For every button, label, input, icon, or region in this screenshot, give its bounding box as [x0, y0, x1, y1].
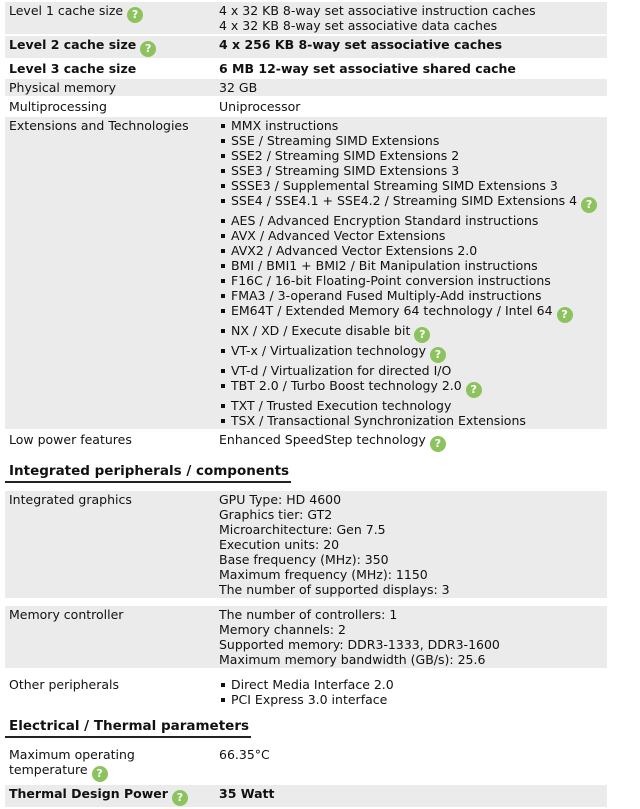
l1-cache-value: 4 x 32 KB 8-way set associative instruction caches	[219, 3, 536, 18]
physical-memory-label: Physical memory	[5, 79, 213, 96]
max-temperature-label: Maximum operating	[9, 747, 135, 762]
row-max-temperature	[5, 746, 607, 783]
graphics-line: Execution units: 20	[219, 537, 340, 552]
memctrl-line: The number of controllers: 1	[219, 607, 398, 622]
list-item: SSE2 / Streaming SIMD Extensions 2	[231, 148, 607, 163]
l1-cache-label: Level 1 cache size	[9, 3, 124, 18]
list-item: SSE4 / SSE4.1 + SSE4.2 / Streaming SIMD Extensions 4 ?	[231, 193, 607, 213]
list-item: SSE / Streaming SIMD Extensions	[231, 133, 607, 148]
list-item: FMA3 / 3-operand Fused Multiply-Add instructions	[231, 288, 607, 303]
help-icon[interactable]: ?	[430, 436, 446, 452]
l3-cache-value: 6 MB 12-way set associative shared cache	[219, 61, 516, 76]
list-item: TSX / Transactional Synchronization Extensions	[231, 413, 607, 428]
extensions-label: Extensions and Technologies	[5, 117, 213, 429]
list-item: F16C / 16-bit Floating-Point conversion instructions	[231, 273, 607, 288]
help-icon[interactable]: ?	[430, 347, 446, 363]
help-icon[interactable]: ?	[557, 307, 573, 323]
other-peripherals-list	[219, 677, 607, 707]
physical-memory-value: 32 GB	[213, 79, 607, 96]
row-physical-memory	[5, 79, 607, 96]
list-item: SSE3 / Streaming SIMD Extensions 3	[231, 163, 607, 178]
help-icon[interactable]: ?	[127, 7, 143, 23]
tdp-label: Thermal Design Power	[9, 786, 168, 801]
memctrl-line: Supported memory: DDR3-1333, DDR3-1600	[219, 637, 500, 652]
row-l2-cache	[5, 36, 607, 58]
graphics-line: Maximum frequency (MHz): 1150	[219, 567, 428, 582]
graphics-line: Graphics tier: GT2	[219, 507, 333, 522]
extensions-list	[219, 118, 607, 428]
low-power-label: Low power features	[9, 432, 132, 447]
row-extensions	[5, 117, 607, 429]
l2-cache-value: 4 x 256 KB 8-way set associative caches	[213, 36, 607, 58]
list-item: BMI / BMI1 + BMI2 / Bit Manipulation instructions	[231, 258, 607, 273]
help-icon[interactable]: ?	[466, 382, 482, 398]
list-item: AES / Advanced Encryption Standard instructions	[231, 213, 607, 228]
list-item: EM64T / Extended Memory 64 technology / Intel 64 ?	[231, 303, 607, 323]
list-item: Direct Media Interface 2.0	[231, 677, 607, 692]
low-power-value: Enhanced SpeedStep technology	[219, 432, 426, 447]
row-integrated-graphics	[5, 491, 607, 598]
memctrl-line: Memory channels: 2	[219, 622, 346, 637]
list-item: PCI Express 3.0 interface	[231, 692, 607, 707]
graphics-line: Microarchitecture: Gen 7.5	[219, 522, 386, 537]
list-item: AVX / Advanced Vector Extensions	[231, 228, 607, 243]
memctrl-line: Maximum memory bandwidth (GB/s): 25.6	[219, 652, 486, 667]
help-icon[interactable]: ?	[172, 790, 188, 806]
tdp-value: 35 Watt	[213, 785, 607, 807]
list-item: VT-d / Virtualization for directed I/O	[231, 363, 607, 378]
help-icon[interactable]: ?	[581, 197, 597, 213]
list-item: MMX instructions	[231, 118, 607, 133]
l2-cache-label: Level 2 cache size	[9, 37, 137, 52]
list-item: VT-x / Virtualization technology ?	[231, 343, 607, 363]
electrical-spec-table	[5, 744, 607, 809]
max-temperature-label: temperature	[9, 762, 88, 777]
multiprocessing-label: Multiprocessing	[9, 99, 107, 114]
list-item: SSSE3 / Supplemental Streaming SIMD Extensions 3	[231, 178, 607, 193]
section-heading-electrical: Electrical / Thermal parameters	[5, 718, 251, 738]
section-heading-peripherals: Integrated peripherals / components	[5, 463, 291, 483]
row-low-power	[5, 431, 607, 453]
row-memory-controller	[5, 606, 607, 668]
cache-spec-table	[5, 0, 607, 455]
peripherals-spec-table	[5, 489, 607, 710]
l1-cache-value: 4 x 32 KB 8-way set associative data caches	[219, 18, 498, 33]
multiprocessing-value: Uniprocessor	[219, 99, 301, 114]
help-icon[interactable]: ?	[414, 327, 430, 343]
graphics-line: GPU Type: HD 4600	[219, 492, 342, 507]
list-item: AVX2 / Advanced Vector Extensions 2.0	[231, 243, 607, 258]
graphics-line: Base frequency (MHz): 350	[219, 552, 389, 567]
row-multiprocessing	[5, 98, 607, 115]
list-item: TBT 2.0 / Turbo Boost technology 2.0 ?	[231, 378, 607, 398]
row-other-peripherals	[5, 676, 607, 708]
list-item: NX / XD / Execute disable bit ?	[231, 323, 607, 343]
memory-controller-label: Memory controller	[5, 606, 213, 668]
integrated-graphics-label: Integrated graphics	[5, 491, 213, 598]
row-tdp	[5, 785, 607, 807]
help-icon[interactable]: ?	[92, 766, 108, 782]
other-peripherals-label: Other peripherals	[9, 677, 120, 692]
list-item: TXT / Trusted Execution technology	[231, 398, 607, 413]
graphics-line: The number of supported displays: 3	[219, 582, 450, 597]
l3-cache-label: Level 3 cache size	[9, 61, 137, 76]
row-l1-cache	[5, 2, 607, 34]
row-l3-cache	[5, 60, 607, 77]
max-temperature-value: 66.35°C	[219, 747, 270, 762]
help-icon[interactable]: ?	[140, 41, 156, 57]
